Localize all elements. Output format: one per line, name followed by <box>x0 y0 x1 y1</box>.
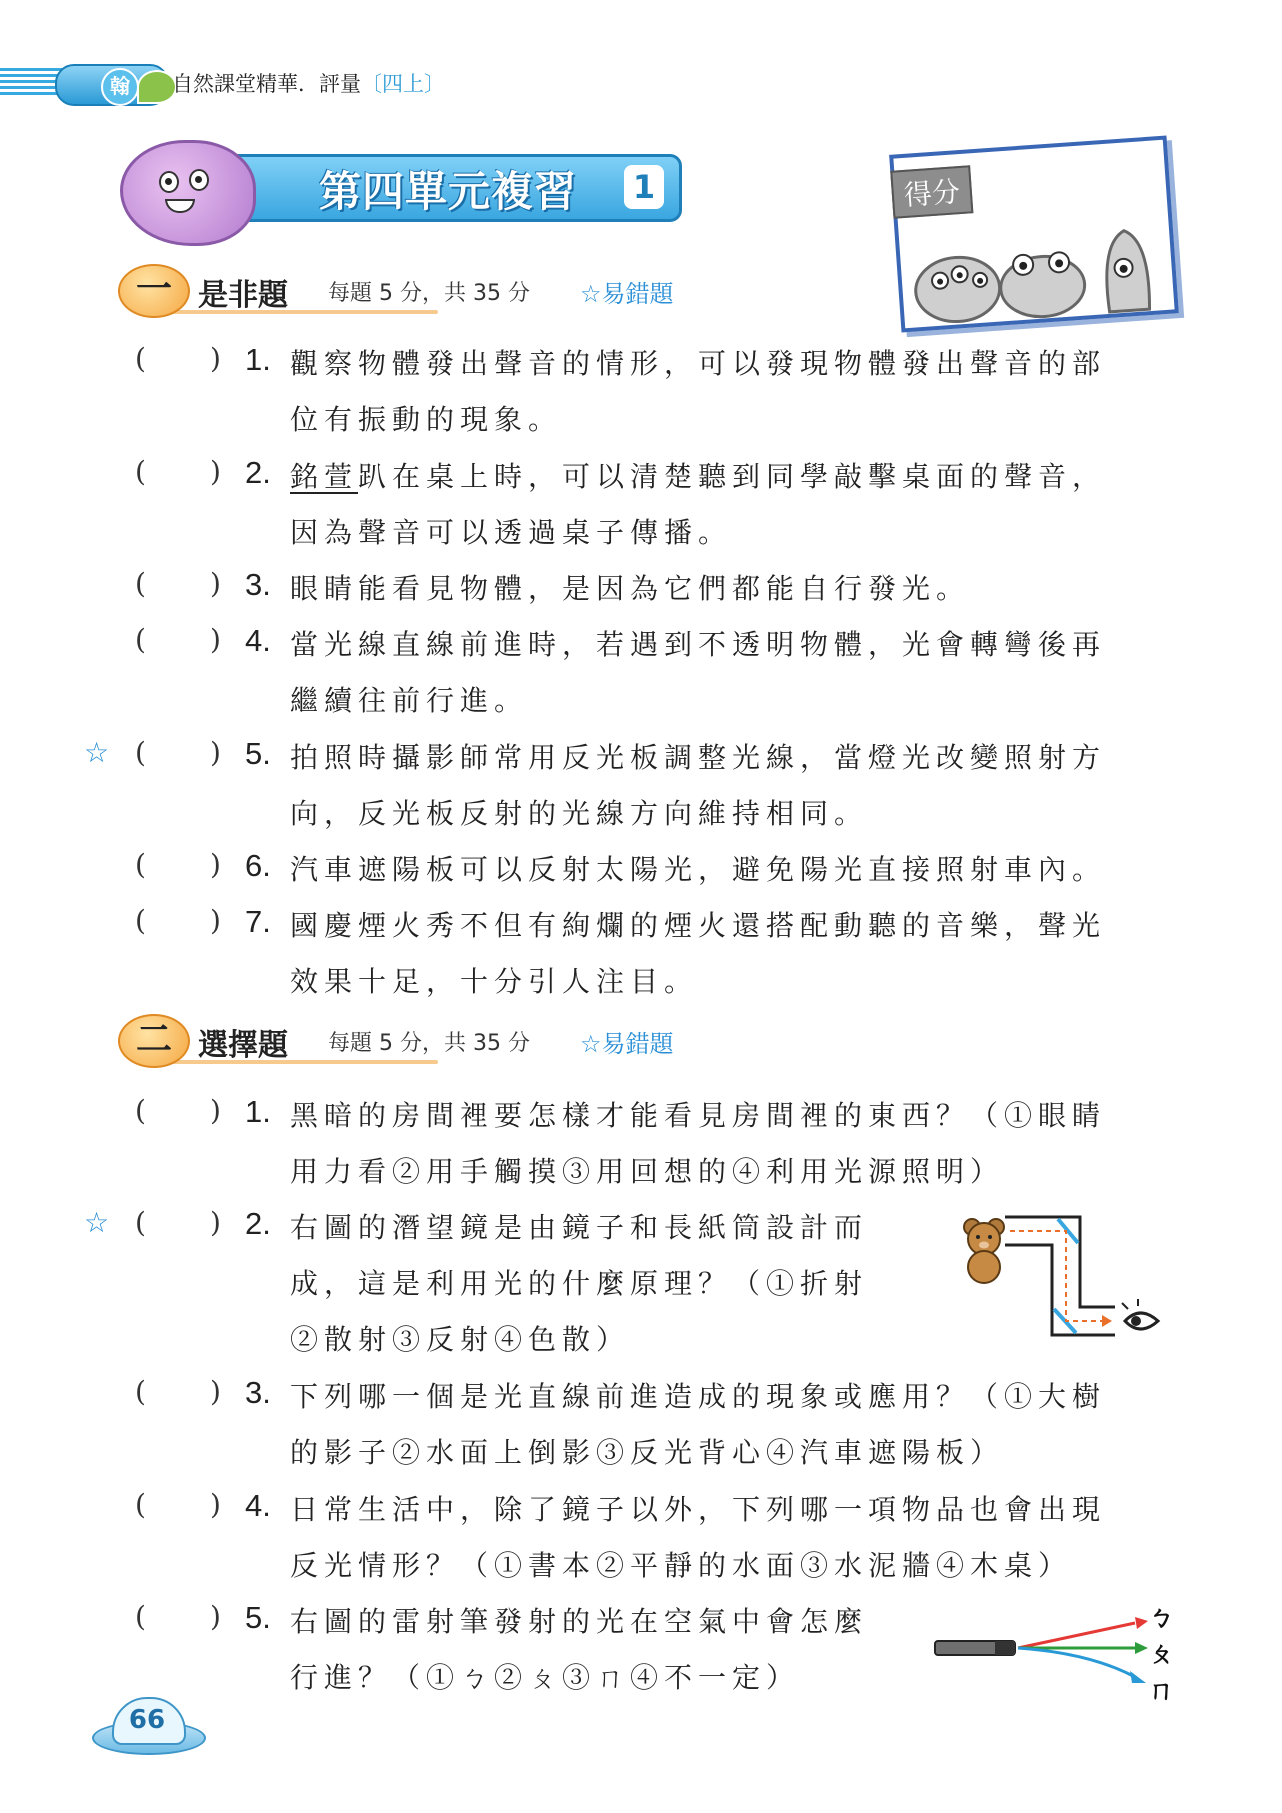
question-text: 當光線直線前進時，若遇到不透明物體，光會轉彎後再 <box>290 628 1107 661</box>
grade-label: 四上 <box>382 72 424 96</box>
leaf-icon <box>137 70 177 104</box>
eye-icon <box>1122 1299 1158 1329</box>
error-prone-note: ☆易錯題 <box>580 280 674 308</box>
question-text: 成，這是利用光的什麼原理？（①折射 <box>290 1267 869 1300</box>
section-scoring: 每題 5 分，共 35 分 <box>328 1031 530 1056</box>
question-text: 反光情形？（①書本②平靜的水面③水泥牆④木桌） <box>290 1549 1073 1582</box>
section-scoring: 每題 5 分，共 35 分 <box>328 281 530 306</box>
question-text: 日常生活中，除了鏡子以外，下列哪一項物品也會出現 <box>290 1493 1107 1526</box>
answer-blank-open[interactable]: ( <box>135 904 146 937</box>
score-label: 得分 <box>890 165 973 218</box>
question-text: 向，反光板反射的光線方向維持相同。 <box>290 797 869 830</box>
answer-blank-close: ) <box>210 623 221 656</box>
question-text: 右圖的潛望鏡是由鏡子和長紙筒設計而 <box>290 1211 869 1244</box>
question-number: 3. <box>245 1375 271 1410</box>
answer-blank-close: ) <box>210 848 221 881</box>
question-text: 下列哪一個是光直線前進造成的現象或應用？（①大樹 <box>290 1380 1107 1413</box>
answer-blank-close: ) <box>210 1094 221 1127</box>
question-text: 的影子②水面上倒影③反光背心④汽車遮陽板） <box>290 1436 1005 1469</box>
monsters-illustration <box>899 220 1175 329</box>
question-text: 右圖的雷射筆發射的光在空氣中會怎麼 <box>290 1605 869 1638</box>
section-number-badge: 二 <box>118 1014 190 1068</box>
label-po: ㄆ <box>1148 1639 1175 1669</box>
question-number: 6. <box>245 848 271 883</box>
unit-banner <box>120 140 680 240</box>
periscope-diagram <box>950 1205 1170 1345</box>
question-number: 2. <box>245 455 271 490</box>
section-title: 是非題 <box>198 278 288 313</box>
answer-blank-open[interactable]: ( <box>135 848 146 881</box>
question-number: 1. <box>245 1094 271 1129</box>
section-multiple-choice-header <box>118 1012 818 1068</box>
error-prone-note: ☆易錯題 <box>580 1030 674 1058</box>
mouth-icon <box>165 199 195 213</box>
book-name: 自然課堂精華．評量 <box>172 72 361 96</box>
answer-blank-open[interactable]: ( <box>135 736 146 769</box>
answer-blank-close: ) <box>210 1375 221 1408</box>
answer-blank-close: ) <box>210 567 221 600</box>
question-text: 因為聲音可以透過桌子傳播。 <box>290 516 733 549</box>
page-header <box>0 58 1282 108</box>
answer-blank-close: ) <box>210 736 221 769</box>
answer-blank-close: ) <box>210 1600 221 1633</box>
question-text: 拍照時攝影師常用反光板調整光線，當燈光改變照射方 <box>290 741 1107 774</box>
publisher-logo <box>55 64 169 106</box>
question-text: ②散射③反射④色散） <box>290 1323 631 1356</box>
question-number: 4. <box>245 623 271 658</box>
logo-char: 翰 <box>101 68 139 106</box>
answer-blank-close: ) <box>210 1488 221 1521</box>
question-text: 眼睛能看見物體，是因為它們都能自行發光。 <box>290 572 971 605</box>
answer-blank-close: ) <box>210 904 221 937</box>
answer-blank-open[interactable]: ( <box>135 1488 146 1521</box>
question-text: 繼續往前行進。 <box>290 684 529 717</box>
question-number: 7. <box>245 904 271 939</box>
laser-pointer-diagram <box>930 1595 1175 1695</box>
answer-blank-open[interactable]: ( <box>135 567 146 600</box>
unit-number: 1 <box>624 165 664 209</box>
question-text: 行進？（①ㄅ②ㄆ③ㄇ④不一定） <box>290 1661 801 1694</box>
question-text: 位有振動的現象。 <box>290 403 563 436</box>
eye-icon <box>189 169 209 191</box>
purple-monster-icon <box>120 140 256 246</box>
question-number: 3. <box>245 567 271 602</box>
score-box <box>889 136 1179 333</box>
banner-bar <box>206 154 682 222</box>
question-text: 國慶煙火秀不但有絢爛的煙火還搭配動聽的音樂，聲光 <box>290 909 1107 942</box>
question-text: 觀察物體發出聲音的情形，可以發現物體發出聲音的部 <box>290 347 1107 380</box>
star-icon: ☆ <box>84 1206 110 1239</box>
answer-blank-close: ) <box>210 342 221 375</box>
question-number: 4. <box>245 1488 271 1523</box>
unit-title: 第四單元複習 <box>319 167 578 216</box>
answer-blank-open[interactable]: ( <box>135 1206 146 1239</box>
question-number: 5. <box>245 736 271 771</box>
student-name: 銘萱 <box>290 460 359 493</box>
question-text: 趴在桌上時，可以清楚聽到同學敲擊桌面的聲音， <box>358 460 1107 493</box>
page-number: 66 <box>128 1705 166 1735</box>
question-text: 用力看②用手觸摸③用回想的④利用光源照明） <box>290 1155 1005 1188</box>
question-number: 1. <box>245 342 271 377</box>
question-text: 效果十足，十分引人注目。 <box>290 965 699 998</box>
question-number: 5. <box>245 1600 271 1635</box>
eye-icon <box>159 171 179 193</box>
answer-blank-close: ) <box>210 1206 221 1239</box>
section-title: 選擇題 <box>198 1028 288 1063</box>
answer-blank-close: ) <box>210 455 221 488</box>
label-bo: ㄅ <box>1148 1603 1175 1633</box>
answer-blank-open[interactable]: ( <box>135 455 146 488</box>
answer-blank-open[interactable]: ( <box>135 1600 146 1633</box>
answer-blank-open[interactable]: ( <box>135 1094 146 1127</box>
book-title <box>172 68 445 98</box>
question-text: 黑暗的房間裡要怎樣才能看見房間裡的東西？（①眼睛 <box>290 1099 1107 1132</box>
bracket-close: 〕 <box>424 72 445 96</box>
page-number-badge <box>92 1697 202 1755</box>
label-mo: ㄇ <box>1148 1676 1175 1706</box>
question-text: 汽車遮陽板可以反射太陽光，避免陽光直接照射車內。 <box>290 853 1107 886</box>
question-number: 2. <box>245 1206 271 1241</box>
answer-blank-open[interactable]: ( <box>135 342 146 375</box>
teddy-bear-icon <box>964 1219 1004 1283</box>
section-number-badge: 一 <box>118 264 190 318</box>
bracket-open: 〔 <box>361 72 382 96</box>
answer-blank-open[interactable]: ( <box>135 1375 146 1408</box>
answer-blank-open[interactable]: ( <box>135 623 146 656</box>
section-true-false-header <box>118 262 818 318</box>
star-icon: ☆ <box>84 736 110 769</box>
